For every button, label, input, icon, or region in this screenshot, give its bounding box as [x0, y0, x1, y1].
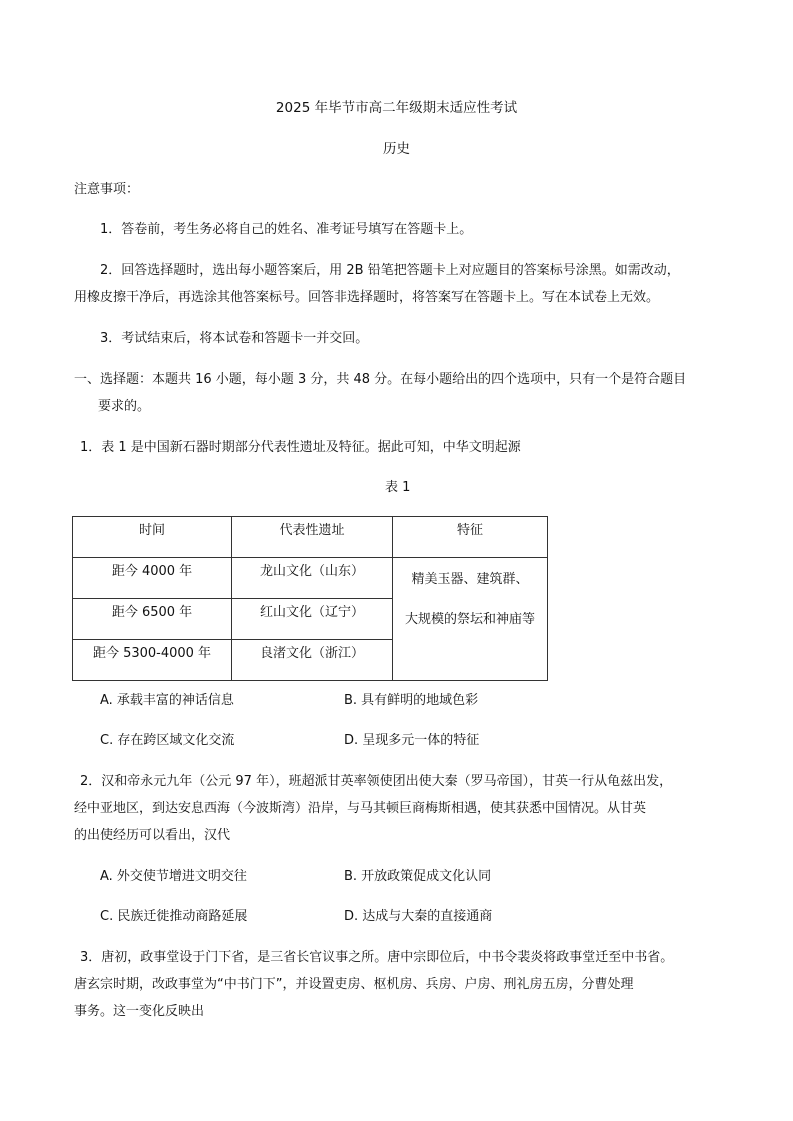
q1-option-c: C. 存在跨区域文化交流	[100, 733, 235, 748]
table-caption: 表 1	[385, 480, 411, 495]
question-2-line-1: 2．汉和帝永元九年（公元 97 年），班超派甘英率领使团出使大秦（罗马帝国），甘英一行从龟兹出发，	[80, 774, 673, 789]
q1-option-a: A. 承载丰富的神话信息	[100, 693, 234, 708]
table-header-row	[73, 517, 548, 558]
table-header-cell: 特征	[393, 517, 548, 558]
table-header-cell: 时间	[73, 517, 232, 558]
table-1	[72, 516, 548, 681]
notes-heading: 注意事项：	[74, 182, 140, 197]
q2-option-c: C. 民族迁徙推动商路延展	[100, 909, 248, 924]
subject-title: 历史	[383, 141, 410, 157]
q1-option-d: D. 呈现多元一体的特征	[344, 733, 480, 748]
q1-option-b: B. 具有鲜明的地域色彩	[344, 693, 479, 708]
feature-line-1: 精美玉器、建筑群、	[411, 572, 529, 587]
table-header-cell: 代表性遗址	[232, 517, 393, 558]
note-item-3: 3．考试结束后，将本试卷和答题卡一并交回。	[100, 331, 369, 346]
question-3-line-2: 唐玄宗时期，改政事堂为“中书门下”，并设置吏房、枢机房、兵房、户房、刑礼房五房，分曹处理	[74, 977, 634, 992]
note-item-2-cont: 用橡皮擦干净后，再选涂其他答案标号。回答非选择题时，将答案写在答题卡上。写在本试卷上无效。	[74, 290, 660, 305]
question-3-line-3: 事务。这一变化反映出	[74, 1004, 205, 1019]
section-heading-cont: 要求的。	[98, 399, 151, 414]
question-2-line-2: 经中亚地区，到达安息西海（今波斯湾）沿岸，与马其顿巨商梅斯相遇，使其获悉中国情况。从甘英	[74, 801, 647, 816]
note-item-1: 1．答卷前，考生务必将自己的姓名、准考证号填写在答题卡上。	[100, 222, 473, 237]
table-cell-site: 良渚文化（浙江）	[232, 640, 393, 681]
q2-option-b: B. 开放政策促成文化认同	[344, 869, 492, 884]
q2-option-d: D. 达成与大秦的直接通商	[344, 909, 493, 924]
table-cell-site: 红山文化（辽宁）	[232, 599, 393, 640]
table-cell-time: 距今 5300-4000 年	[73, 640, 232, 681]
section-heading: 一、选择题：本题共 16 小题，每小题 3 分，共 48 分。在每小题给出的四个选项中，只有一个是符合题目	[74, 372, 687, 387]
q2-option-a: A. 外交使节增进文明交往	[100, 869, 247, 884]
question-2-line-3: 的出使经历可以看出，汉代	[74, 828, 231, 843]
question-1-stem: 1．表 1 是中国新石器时期部分代表性遗址及特征。据此可知，中华文明起源	[80, 440, 521, 455]
feature-line-2: 大规模的祭坛和神庙等	[404, 612, 535, 627]
note-item-2: 2．回答选择题时，选出每小题答案后，用 2B 铅笔把答题卡上对应题目的答案标号涂黑。如需改动，	[100, 263, 680, 278]
table-cell-site: 龙山文化（山东）	[232, 558, 393, 599]
table-cell-time: 距今 6500 年	[73, 599, 232, 640]
table-row	[73, 558, 548, 599]
table-cell-time: 距今 4000 年	[73, 558, 232, 599]
question-3-line-1: 3．唐初，政事堂设于门下省，是三省长官议事之所。唐中宗即位后，中书令裴炎将政事堂迁至中书省。	[80, 950, 674, 965]
table-cell-feature	[393, 558, 548, 681]
exam-title: 2025 年毕节市高二年级期末适应性考试	[275, 100, 518, 116]
